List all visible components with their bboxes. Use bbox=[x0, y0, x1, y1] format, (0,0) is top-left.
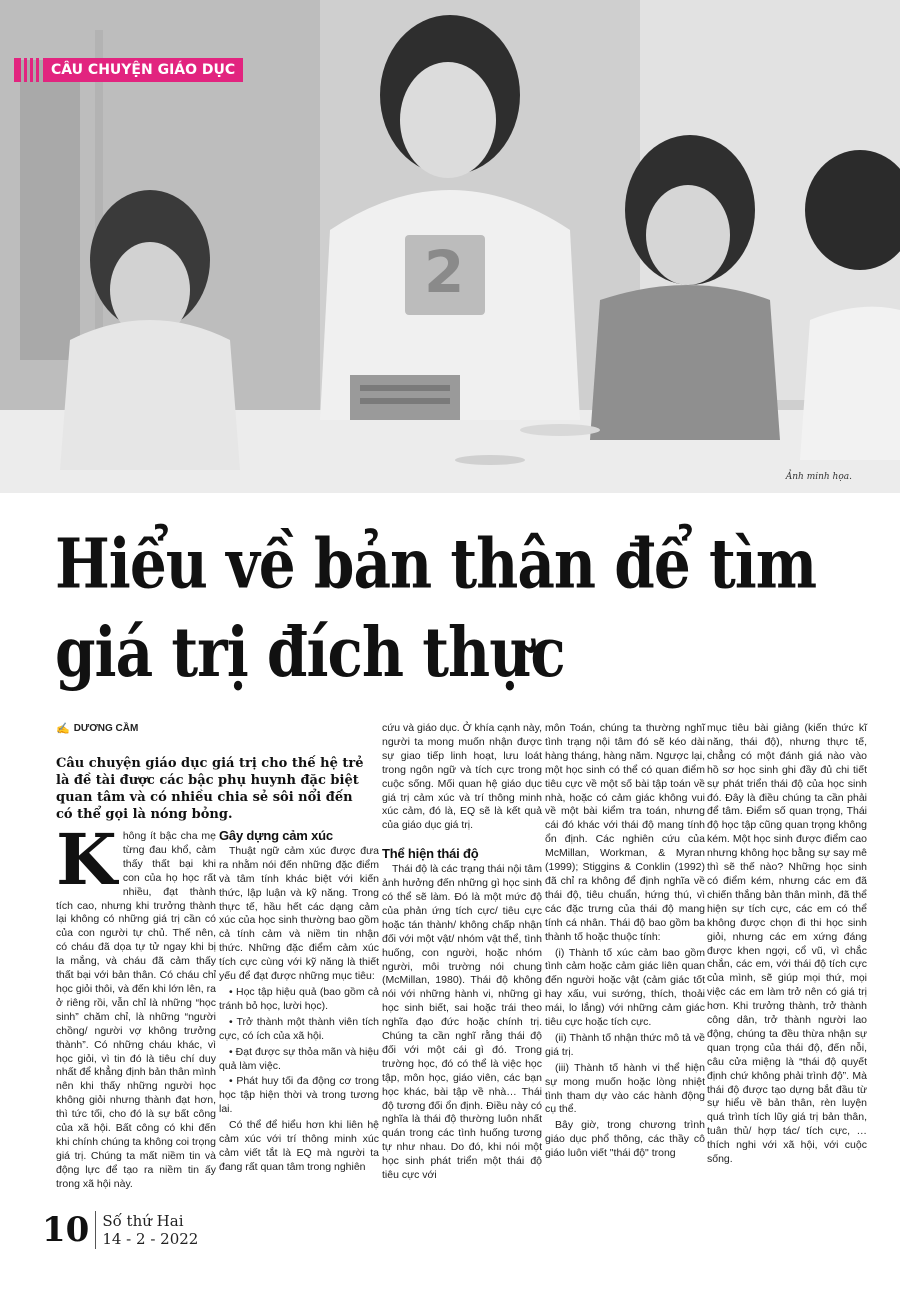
section-tag-bars bbox=[14, 58, 39, 82]
section-tag-label: CÂU CHUYỆN GIÁO DỤC bbox=[43, 58, 243, 82]
issue-name: Số thứ Hai bbox=[102, 1212, 184, 1230]
page-title: Hiểu về bản thân để tìm giá trị đích thực bbox=[55, 523, 817, 693]
body-paragraph: hông ít bậc cha mẹ từng đau khổ, cảm thấy thất bại khi con của họ học rất nhiều, đạt thành tích cao, nhưng khi trưởng thành lại không có những giá trị cần có của con người tự chủ. Thế nên, có cháu đã dọa tự tử ngay khi bị la mắng, và cháu đã cảm thấy thất bại với bản thân. Có cháu chỉ học giỏi thôi, và đến khi lớn lên, ra ở riêng rồi, vẫn chỉ là những “học sinh” chăm chỉ, là những “người chồng/ người vợ không trưởng thành”. Có những cháu khác, vì học giỏi, vì tin đó là tiêu chí duy nhất để khẳng định bản thân mình nên khi thấy những người học không giỏi nhưng thành đạt hơn, thì tức tối, cho đó là sự bất công của xã hội. Bất công có khi đến khi chính chúng ta không coi trọng giá trị. Chúng ta mất niềm tin và động lực để tạo ra niềm tin ấy trong xã hội này. bbox=[56, 830, 216, 1190]
page-folio bbox=[42, 1210, 198, 1250]
section-tag bbox=[14, 58, 243, 82]
body-paragraph: Thái độ là các trạng thái nội tâm ảnh hưởng đến những gì học sinh có thể sẽ làm. Đó là một mức độ của phản ứng tích cực/ tiêu cực hoặc tán thành/ không chấp nhận đối với một vật/ nhóm vật thể, tình huống, con người, hoặc nhóm người, môi trường nói chung (McMillan, 1980). Thái độ không nói với những hành vi, những gì học sinh biết, sai hoặc trái theo nghĩa đạo đức hoặc chính trị. Chúng ta cần nghĩ rằng thái độ đối với một cái gì đó. Trong trường học, đó có thể là việc học tập, môn học, giáo viên, các bạn học khác, bài tập về nhà… Thái độ tương đối ổn định. Điều này có nghĩa là thái độ thường luôn nhất quán trong các tình huống tương tự như nhau. Do đó, khi nói một học sinh phát triển một thái độ tiêu cực với bbox=[382, 863, 542, 1182]
author-name: DƯƠNG CẦM bbox=[73, 723, 139, 734]
body-paragraph: Bây giờ, trong chương trình giáo dục phổ thông, các thầy cô giáo luôn viết "thái độ" trong bbox=[545, 1119, 705, 1160]
column-4 bbox=[545, 722, 705, 1163]
bullet-item: • Phát huy tối đa động cơ trong học tập hiện thời và trong tương lai. bbox=[219, 1075, 379, 1116]
column-1 bbox=[56, 818, 216, 1194]
subheading: Gây dựng cảm xúc bbox=[219, 828, 333, 843]
lead-paragraph: Câu chuyện giáo dục giá trị cho thế hệ trẻ là đề tài được các bậc phụ huynh đặc biệt quan tâm và có nhiều chia sẻ sôi nổi đến có thể gọi là nóng bỏng. bbox=[56, 756, 364, 822]
list-item: (ii) Thành tố nhận thức mô tả về giá trị. bbox=[545, 1031, 705, 1058]
bullet-item: • Học tập hiệu quả (bao gồm cả tránh bỏ học, lười học). bbox=[219, 985, 379, 1012]
photo-caption: Ảnh minh họa. bbox=[785, 472, 852, 482]
body-paragraph: môn Toán, chúng ta thường nghĩ tình trạng nội tâm đó sẽ kéo dài hàng tháng, hàng năm. Ngược lại, một học sinh có thể có quan điểm tiêu cực về một số bài tập toán về nhà, hoặc có cảm giác không vui về một bài kiểm tra toán, nhưng cái đó khác với thái độ mang tính ổn định. Các nghiên cứu của McMillan, Workman, & Myran (1999); Stiggins & Conklin (1992) đã chỉ ra không để định nghĩa về thái độ, tiêu chuẩn, hứng thú, vì các đặc trưng của thái độ mang tính cá nhân. Thái độ bao gồm ba thành tố hoặc thuộc tính: bbox=[545, 722, 705, 943]
subheading: Thể hiện thái độ bbox=[382, 846, 479, 862]
body-paragraph: Thuật ngữ cảm xúc được đưa ra nhằm nói đến những đặc điểm và tâm tính khác biệt với kiến thức, lập luận và kỹ năng. Trong thực tế, hầu hết các dạng cảm xúc của học sinh thường bao gồm cả tính cảm và niềm tin nhận thức. Những đặc điểm cảm xúc tích cực cùng với kỹ năng là thiết yếu để đạt được những mục tiêu: bbox=[219, 844, 379, 983]
column-3 bbox=[382, 722, 542, 1185]
column-2 bbox=[219, 826, 379, 1177]
issue-date: 14 - 2 - 2022 bbox=[102, 1230, 199, 1248]
byline bbox=[56, 722, 138, 735]
pen-icon: ✍ bbox=[56, 723, 70, 735]
number-card-digit: 2 bbox=[424, 238, 465, 306]
issue-info bbox=[102, 1212, 198, 1248]
body-paragraph: cứu và giáo dục. Ở khía cạnh này, người ta mong muốn nhận được sự giao tiếp linh hoạt, lưu loát trong ngôn ngữ và tích cực trong cuộc sống. Mối quan hệ giáo dục giá trị cảm xúc và trí thông minh xúc cảm, đó là, EQ sẽ là kết quả của giáo dục giá trị. bbox=[382, 722, 543, 832]
bullet-item: • Đạt được sự thỏa mãn và hiệu quả làm việc. bbox=[219, 1045, 379, 1072]
column-5 bbox=[707, 722, 867, 1169]
drop-cap: K bbox=[56, 818, 117, 901]
folio-divider bbox=[95, 1211, 96, 1249]
body-paragraph: Có thể để hiểu hơn khi liên hệ cảm xúc với trí thông minh xúc cảm viết tắt là EQ mà người ta đang rất quan tâm trong nghiên bbox=[219, 1119, 379, 1173]
list-item: (iii) Thành tố hành vi thể hiện sự mong muốn hoặc lòng nhiệt tình tham dự vào các hành động cụ thể. bbox=[545, 1061, 705, 1116]
body-paragraph: mục tiêu bài giảng (kiến thức kĩ năng, thái độ), nhưng thực tế, chẳng có một đánh giá nào vào hồ sơ học sinh ghi đầy đủ chi tiết sự phát triển thái độ của học sinh đó. Đây là điều chúng ta cần phải để tâm. Điểm số quan trọng, Thái độ học tập cũng quan trọng không kém. Một học sinh được điểm cao nhưng không học bằng sự say mê thì sẽ thế nào? Những học sinh có điểm kém, nhưng các em đã chiến thắng bản thân mình, đã thể hiện sự tích cực, các em có thể không được chọn đi thi học sinh giỏi, nhưng các em xứng đáng được khen ngợi, cổ vũ, vì chắc chắn, các em, với thái độ tích cực của mình, sẽ giúp mọi thứ, mọi việc các em làm trở nên có giá trị hơn. Khi trưởng thành, trở thành công dân, trở thành người lao động, chúng ta đều thừa nhận sự quan trọng của thái độ, đến nỗi, câu cửa miệng là “thái độ quyết định chứ không phải trình độ”. Mà thái độ được tạo dựng bắt đầu từ sự hiểu về bản thân, rèn luyện quá trình tích lũy giá trị bản thân, tuân thủ/ hợp tác/ tích cực, … thích nghi với xã hội, với cuộc sống. bbox=[707, 722, 867, 1166]
bullet-item: • Trở thành một thành viên tích cực, có ích của xã hội. bbox=[219, 1015, 379, 1042]
page-number: 10 bbox=[42, 1210, 90, 1250]
list-item: (i) Thành tố xúc cảm bao gồm tình cảm hoặc cảm giác liên quan đến người hoặc vật (cảm giác tốt hay xấu, vui sướng, thích, thoải mái, lo lắng) với những cảm giác tiêu cực hoặc tích cực. bbox=[545, 946, 705, 1029]
